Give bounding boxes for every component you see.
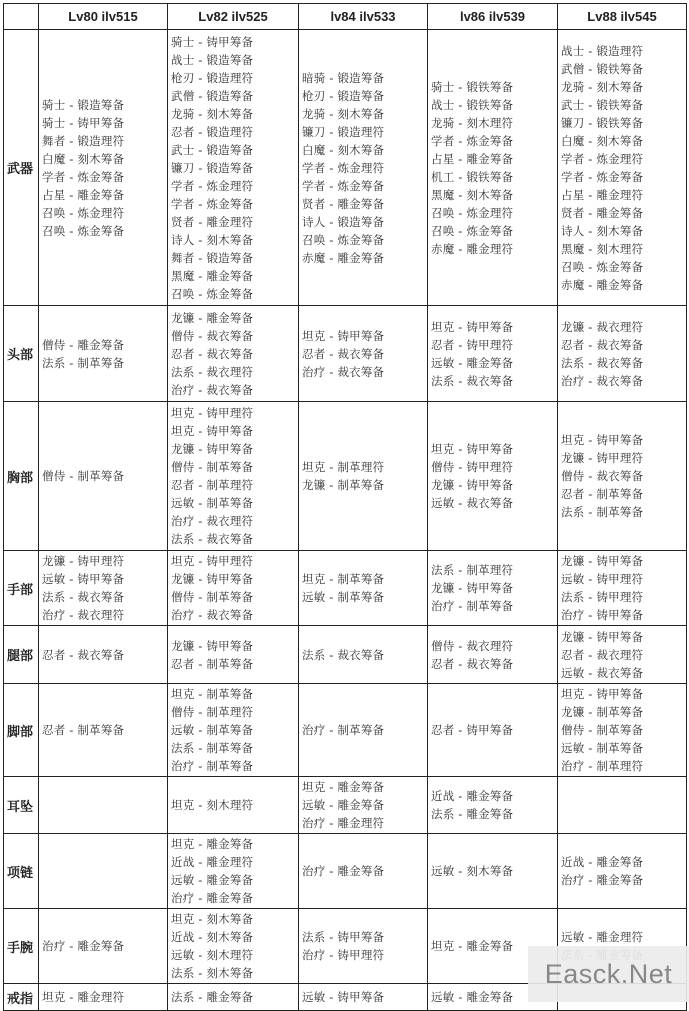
cell-entry: 龙镰 - 铸甲理符 (42, 554, 125, 568)
cell-entry: 武士 - 锻铁筹备 (561, 97, 644, 112)
cell-entry: 治疗 - 雕金筹备 (302, 864, 385, 878)
cell-entry: 龙骑 - 刻木筹备 (302, 106, 385, 121)
row-category: 头部 (4, 306, 39, 402)
cell-entry: 法系 - 裁衣筹备 (561, 355, 644, 370)
cell-entry: 僧侍 - 制革理符 (171, 705, 254, 719)
cell-entry: 远敏 - 铸甲筹备 (302, 990, 385, 1004)
cell-entry: 坦克 - 铸甲筹备 (431, 442, 514, 456)
cell-entry: 赤魔 - 雕金筹备 (561, 277, 644, 292)
table-cell (299, 551, 428, 626)
cell-entry: 远敏 - 裁衣筹备 (431, 496, 514, 510)
cell-entry: 龙镰 - 铸甲筹备 (561, 554, 644, 568)
cell-entry: 僧侍 - 裁衣理符 (431, 638, 514, 653)
cell-entry: 坦克 - 铸甲筹备 (561, 433, 644, 447)
cell-entry: 坦克 - 雕金筹备 (171, 837, 254, 851)
cell-entry: 召唤 - 炼金筹备 (171, 286, 254, 301)
cell-entry: 法系 - 铸甲理符 (561, 590, 644, 604)
cell-entry: 远敏 - 制革筹备 (171, 496, 254, 510)
cell-entry: 远敏 - 刻木理符 (171, 948, 254, 962)
header-lv82: Lv82 ilv525 (168, 4, 299, 30)
cell-entry: 龙骑 - 刻木筹备 (171, 106, 254, 121)
header-lv84: lv84 ilv533 (299, 4, 428, 30)
cell-entry: 治疗 - 雕金理符 (302, 816, 385, 830)
table-cell (168, 684, 299, 777)
table-cell (299, 626, 428, 684)
cell-entry: 龙镰 - 铸甲筹备 (171, 638, 254, 653)
cell-entry: 坦克 - 制革筹备 (302, 572, 385, 586)
cell-entry: 坦克 - 刻木筹备 (171, 912, 254, 926)
cell-entry: 法系 - 裁衣筹备 (302, 647, 385, 662)
cell-entry: 黑魔 - 刻木筹备 (431, 187, 514, 202)
table-row (4, 306, 687, 402)
table-cell (39, 551, 168, 626)
cell-entry: 龙骑 - 刻木筹备 (561, 79, 644, 94)
table-cell (168, 30, 299, 306)
table-cell (168, 626, 299, 684)
cell-entry: 忍者 - 裁衣筹备 (171, 346, 254, 361)
cell-entry: 坦克 - 铸甲筹备 (431, 319, 514, 334)
cell-entry: 治疗 - 裁衣筹备 (171, 608, 254, 622)
cell-entry: 法系 - 雕金筹备 (171, 990, 254, 1004)
table-cell (168, 834, 299, 909)
cell-entry: 学者 - 炼金筹备 (171, 196, 254, 211)
cell-entry: 黑魔 - 刻木理符 (561, 241, 644, 256)
cell-entry: 诗人 - 锻造筹备 (302, 214, 385, 229)
cell-entry: 忍者 - 裁衣筹备 (431, 656, 514, 671)
cell-entry: 远敏 - 裁衣筹备 (561, 665, 644, 680)
table-cell (428, 306, 558, 402)
cell-entry: 远敏 - 雕金筹备 (171, 873, 254, 887)
table-cell (39, 777, 168, 834)
cell-entry: 占星 - 雕金筹备 (42, 187, 125, 202)
table-cell (558, 551, 687, 626)
cell-entry: 忍者 - 铸甲理符 (431, 337, 514, 352)
header-lv86: lv86 ilv539 (428, 4, 558, 30)
cell-entry: 武僧 - 锻造筹备 (171, 88, 254, 103)
cell-entry: 白魔 - 刻木筹备 (561, 133, 644, 148)
cell-entry: 法系 - 裁衣理符 (171, 364, 254, 379)
cell-entry: 治疗 - 雕金筹备 (42, 939, 125, 953)
table-row (4, 777, 687, 834)
cell-entry: 龙镰 - 铸甲筹备 (171, 572, 254, 586)
cell-entry: 远敏 - 雕金筹备 (431, 990, 514, 1004)
cell-entry: 枪刃 - 锻造理符 (171, 70, 254, 85)
cell-entry: 僧侍 - 裁衣筹备 (561, 469, 644, 483)
cell-entry: 法系 - 制革筹备 (42, 355, 125, 370)
cell-entry: 法系 - 制革理符 (431, 563, 514, 577)
table-row (4, 551, 687, 626)
table-row (4, 684, 687, 777)
cell-entry: 治疗 - 雕金筹备 (171, 891, 254, 905)
cell-entry: 机工 - 锻铁筹备 (431, 169, 514, 184)
table-cell (428, 626, 558, 684)
cell-entry: 暗骑 - 锻造筹备 (302, 70, 385, 85)
cell-entry: 龙镰 - 铸甲筹备 (431, 478, 514, 492)
cell-entry: 骑士 - 铸甲筹备 (42, 115, 125, 130)
cell-entry: 学者 - 炼金筹备 (561, 169, 644, 184)
cell-entry: 治疗 - 制革理符 (561, 759, 644, 773)
cell-entry: 远敏 - 制革筹备 (302, 590, 385, 604)
cell-entry: 学者 - 炼金理符 (302, 160, 385, 175)
cell-entry: 治疗 - 制革筹备 (302, 723, 385, 737)
cell-entry: 占星 - 雕金理符 (561, 187, 644, 202)
cell-entry: 龙镰 - 雕金筹备 (171, 310, 254, 325)
table-cell (168, 551, 299, 626)
table-row (4, 834, 687, 909)
table-cell (428, 684, 558, 777)
cell-entry: 治疗 - 裁衣筹备 (561, 373, 644, 388)
cell-entry: 忍者 - 裁衣筹备 (302, 346, 385, 361)
cell-entry: 坦克 - 雕金筹备 (431, 939, 514, 953)
row-category: 胸部 (4, 402, 39, 551)
header-lv80: Lv80 ilv515 (39, 4, 168, 30)
cell-entry: 龙镰 - 裁衣理符 (561, 319, 644, 334)
cell-entry: 治疗 - 裁衣理符 (42, 608, 125, 622)
cell-entry: 贤者 - 雕金理符 (171, 214, 254, 229)
table-row (4, 402, 687, 551)
header-lv88: Lv88 ilv545 (558, 4, 687, 30)
cell-entry: 远敏 - 雕金筹备 (431, 355, 514, 370)
row-category: 戒指 (4, 984, 39, 1011)
table-cell (39, 306, 168, 402)
cell-entry: 召唤 - 炼金理符 (42, 205, 125, 220)
cell-entry: 治疗 - 制革筹备 (171, 759, 254, 773)
cell-entry: 诗人 - 刻木筹备 (561, 223, 644, 238)
table-cell (168, 984, 299, 1011)
cell-entry: 舞者 - 锻造理符 (42, 133, 125, 148)
table-cell (428, 402, 558, 551)
header-row (4, 4, 687, 30)
table-row (4, 626, 687, 684)
cell-entry: 忍者 - 裁衣理符 (561, 647, 644, 662)
table-cell (168, 777, 299, 834)
table-cell (558, 834, 687, 909)
cell-entry: 学者 - 炼金筹备 (42, 169, 125, 184)
table-cell (558, 306, 687, 402)
cell-entry: 召唤 - 炼金筹备 (431, 223, 514, 238)
table-cell (299, 834, 428, 909)
cell-entry: 黑魔 - 雕金筹备 (171, 268, 254, 283)
table-cell (428, 834, 558, 909)
cell-entry: 坦克 - 铸甲理符 (171, 406, 254, 420)
cell-entry: 召唤 - 炼金筹备 (561, 259, 644, 274)
table-cell (299, 777, 428, 834)
cell-entry: 远敏 - 刻木筹备 (431, 864, 514, 878)
cell-entry: 远敏 - 铸甲筹备 (42, 572, 125, 586)
cell-entry: 僧侍 - 裁衣筹备 (171, 328, 254, 343)
cell-entry: 坦克 - 铸甲筹备 (302, 328, 385, 343)
table-cell (168, 909, 299, 984)
cell-entry: 法系 - 裁衣筹备 (431, 373, 514, 388)
cell-entry: 坦克 - 铸甲筹备 (561, 687, 644, 701)
cell-entry: 近战 - 雕金筹备 (561, 855, 644, 869)
cell-entry: 镰刀 - 锻造理符 (302, 124, 385, 139)
cell-entry: 战士 - 锻造筹备 (171, 52, 254, 67)
cell-entry: 贤者 - 雕金筹备 (561, 205, 644, 220)
cell-entry: 远敏 - 雕金理符 (561, 930, 644, 944)
cell-entry: 骑士 - 铸甲筹备 (171, 34, 254, 49)
cell-entry: 镰刀 - 锻造筹备 (171, 160, 254, 175)
cell-entry: 治疗 - 铸甲理符 (302, 948, 385, 962)
row-category: 项链 (4, 834, 39, 909)
cell-entry: 骑士 - 锻造筹备 (42, 97, 125, 112)
table-cell (299, 306, 428, 402)
table-cell (168, 306, 299, 402)
cell-entry: 坦克 - 刻木理符 (171, 798, 254, 812)
cell-entry: 赤魔 - 雕金筹备 (302, 250, 385, 265)
table-cell (39, 984, 168, 1011)
cell-entry: 龙镰 - 制革筹备 (302, 478, 385, 492)
table-cell (168, 402, 299, 551)
cell-entry: 忍者 - 制革筹备 (171, 656, 254, 671)
cell-entry: 坦克 - 雕金筹备 (302, 780, 385, 794)
table-cell (39, 834, 168, 909)
cell-entry: 僧侍 - 制革筹备 (42, 469, 125, 483)
cell-entry: 远敏 - 制革筹备 (561, 741, 644, 755)
cell-entry: 忍者 - 铸甲筹备 (431, 723, 514, 737)
row-category: 手腕 (4, 909, 39, 984)
cell-entry: 赤魔 - 雕金理符 (431, 241, 514, 256)
cell-entry: 枪刃 - 锻造筹备 (302, 88, 385, 103)
table-cell (299, 909, 428, 984)
cell-entry: 远敏 - 铸甲理符 (561, 572, 644, 586)
header-corner (4, 4, 39, 30)
cell-entry: 学者 - 炼金筹备 (431, 133, 514, 148)
cell-entry: 武僧 - 锻铁筹备 (561, 61, 644, 76)
cell-entry: 忍者 - 制革理符 (171, 478, 254, 492)
cell-entry: 白魔 - 刻木筹备 (42, 151, 125, 166)
cell-entry: 法系 - 雕金筹备 (431, 807, 514, 821)
cell-entry: 忍者 - 裁衣筹备 (561, 337, 644, 352)
cell-entry: 召唤 - 炼金理符 (431, 205, 514, 220)
cell-entry: 龙镰 - 铸甲筹备 (171, 442, 254, 456)
table-row (4, 30, 687, 306)
cell-entry: 治疗 - 裁衣筹备 (302, 364, 385, 379)
cell-entry: 治疗 - 裁衣筹备 (171, 382, 254, 397)
cell-entry: 龙镰 - 铸甲理符 (561, 451, 644, 465)
table-cell (558, 30, 687, 306)
table-cell (299, 30, 428, 306)
cell-entry: 法系 - 裁衣筹备 (171, 532, 254, 546)
cell-entry: 骑士 - 锻铁筹备 (431, 79, 514, 94)
cell-entry: 战士 - 锻铁筹备 (431, 97, 514, 112)
table-cell (428, 30, 558, 306)
table-cell (558, 626, 687, 684)
table-cell (428, 777, 558, 834)
cell-entry: 召唤 - 炼金筹备 (302, 232, 385, 247)
cell-entry: 忍者 - 锻造理符 (171, 124, 254, 139)
row-category: 武器 (4, 30, 39, 306)
cell-entry: 坦克 - 制革理符 (302, 460, 385, 474)
cell-entry: 法系 - 铸甲筹备 (302, 930, 385, 944)
cell-entry: 白魔 - 刻木筹备 (302, 142, 385, 157)
table-cell (39, 30, 168, 306)
cell-entry: 忍者 - 制革筹备 (42, 723, 125, 737)
cell-entry: 镰刀 - 锻铁筹备 (561, 115, 644, 130)
cell-entry: 法系 - 制革筹备 (171, 741, 254, 755)
table-cell (558, 777, 687, 834)
table-cell (428, 551, 558, 626)
cell-entry: 治疗 - 裁衣理符 (171, 514, 254, 528)
table-cell (39, 626, 168, 684)
row-category: 手部 (4, 551, 39, 626)
cell-entry: 坦克 - 铸甲筹备 (171, 424, 254, 438)
cell-entry: 忍者 - 制革筹备 (561, 487, 644, 501)
table-cell (558, 684, 687, 777)
table-cell (558, 402, 687, 551)
cell-entry: 坦克 - 制革筹备 (171, 687, 254, 701)
cell-entry: 僧侍 - 铸甲理符 (431, 460, 514, 474)
cell-entry: 僧侍 - 制革筹备 (561, 723, 644, 737)
cell-entry: 法系 - 刻木筹备 (171, 966, 254, 980)
cell-entry: 近战 - 雕金理符 (171, 855, 254, 869)
cell-entry: 龙骑 - 刻木理符 (431, 115, 514, 130)
cell-entry: 忍者 - 裁衣筹备 (42, 647, 125, 662)
cell-entry: 近战 - 雕金筹备 (431, 789, 514, 803)
table-cell (39, 684, 168, 777)
cell-entry: 学者 - 炼金筹备 (302, 178, 385, 193)
cell-entry: 龙镰 - 铸甲筹备 (561, 629, 644, 644)
cell-entry: 坦克 - 雕金理符 (42, 990, 125, 1004)
table-cell (299, 684, 428, 777)
cell-entry: 治疗 - 雕金筹备 (561, 873, 644, 887)
gear-turnin-table (3, 3, 687, 1011)
cell-entry: 僧侍 - 雕金筹备 (42, 337, 125, 352)
cell-entry: 坦克 - 铸甲理符 (171, 554, 254, 568)
cell-entry: 僧侍 - 制革筹备 (171, 460, 254, 474)
cell-entry: 学者 - 炼金理符 (561, 151, 644, 166)
cell-entry: 龙镰 - 制革筹备 (561, 705, 644, 719)
cell-entry: 法系 - 制革筹备 (561, 505, 644, 519)
cell-entry: 舞者 - 锻造筹备 (171, 250, 254, 265)
cell-entry: 远敏 - 制革筹备 (171, 723, 254, 737)
cell-entry: 占星 - 雕金筹备 (431, 151, 514, 166)
row-category: 腿部 (4, 626, 39, 684)
table-cell (39, 402, 168, 551)
cell-entry: 召唤 - 炼金筹备 (42, 223, 125, 238)
cell-entry: 治疗 - 铸甲筹备 (561, 608, 644, 622)
row-category: 耳坠 (4, 777, 39, 834)
cell-entry: 近战 - 刻木筹备 (171, 930, 254, 944)
cell-entry: 远敏 - 雕金筹备 (302, 798, 385, 812)
cell-entry: 治疗 - 制革筹备 (431, 599, 514, 613)
watermark-logo: Easck.Net (528, 946, 689, 1002)
table-cell (299, 984, 428, 1011)
cell-entry: 贤者 - 雕金筹备 (302, 196, 385, 211)
cell-entry: 诗人 - 刻木筹备 (171, 232, 254, 247)
table-cell (39, 909, 168, 984)
cell-entry: 龙镰 - 铸甲筹备 (431, 581, 514, 595)
cell-entry: 武士 - 锻造筹备 (171, 142, 254, 157)
cell-entry: 学者 - 炼金理符 (171, 178, 254, 193)
cell-entry: 法系 - 裁衣筹备 (42, 590, 125, 604)
row-category: 脚部 (4, 684, 39, 777)
cell-entry: 僧侍 - 制革筹备 (171, 590, 254, 604)
table-cell (299, 402, 428, 551)
cell-entry: 战士 - 锻造理符 (561, 43, 644, 58)
